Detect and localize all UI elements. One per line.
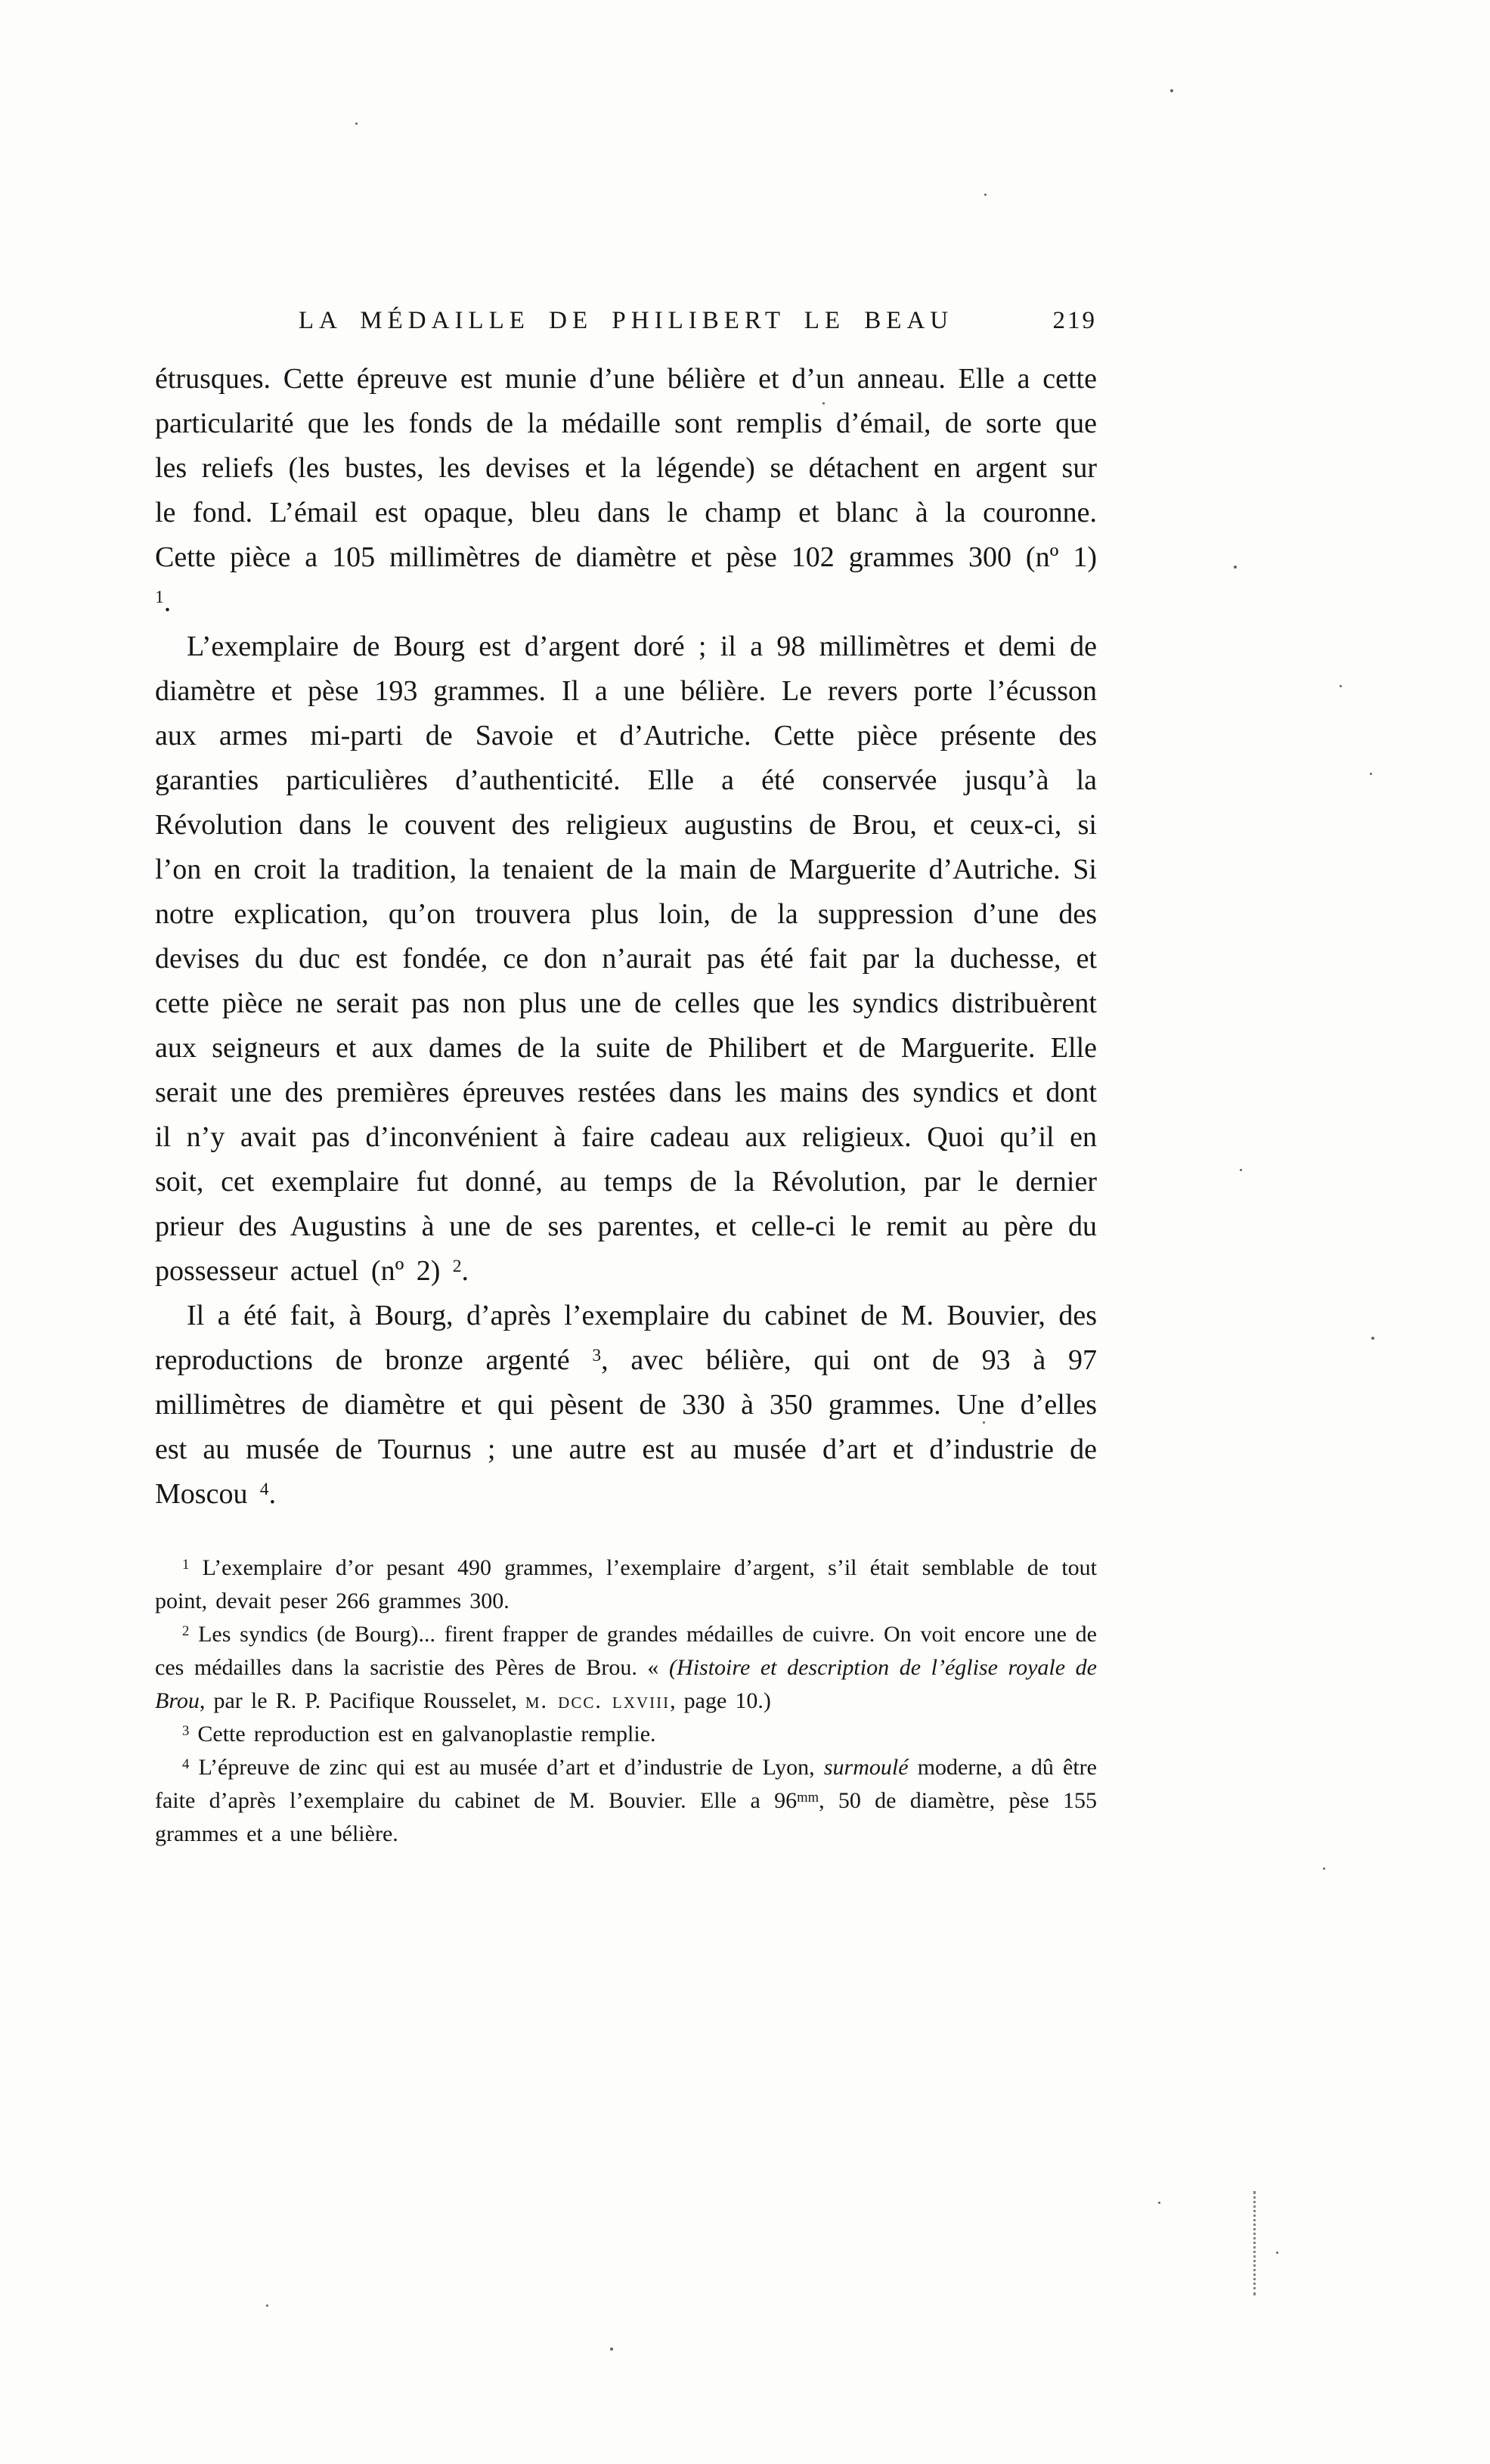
scan-speck (355, 122, 358, 125)
footnote: $^2$ Les syndics (de Bourg)... firent frapper de grandes médailles de cuivre. On voit encore une de ces médailles dans la sacristie des Pères de Brou. « (Histoire et description de l’église royale de Brou, par le R. P. Pacifique Rousselet, m. dcc. lxviii, page 10.) (155, 1622, 1097, 1713)
page-number: 219 (1052, 307, 1097, 334)
scan-speck (266, 2304, 268, 2307)
text-column (155, 304, 1097, 1851)
scan-speck (1323, 1867, 1325, 1870)
scan-speck (1240, 1169, 1242, 1171)
paragraph: étrusques. Cette épreuve est munie d’une bélière et d’un anneau. Elle a cette particularité que les fonds de la médaille sont remplis d’émail, de sorte que les reliefs (les bustes, les devises et la légende) se détachent en argent sur le fond. L’émail est opaque, bleu dans le champ et blanc à la couronne. Cette pièce a 105 millimètres de diamètre et pèse 102 grammes 300 (nº 1) $^1$. (155, 363, 1097, 618)
scan-speck (984, 194, 987, 196)
scan-artifact-dotted-line (1253, 2191, 1256, 2295)
footnote: $^4$ L’épreuve de zinc qui est au musée d’art et d’industrie de Lyon, surmoulé moderne, a dû être faite d’après l’exemplaire du cabinet de M. Bouvier. Elle a $96^{mm}$, 50 de diamètre, pèse 155 grammes et a une bélière. (155, 1755, 1098, 1846)
scan-speck (1340, 685, 1342, 687)
scan-speck (610, 2348, 613, 2351)
scan-speck (822, 402, 825, 404)
scan-speck (983, 1421, 985, 1424)
running-header (155, 304, 1097, 337)
paragraph: Il a été fait, à Bourg, d’après l’exemplaire du cabinet de M. Bouvier, des reproductions de bronze argenté $^3$, avec bélière, qui ont de 93 à 97 millimètres de diamètre et qui pèsent de 330 à 350 grammes. Une d’elles est au musée de Tournus ; une autre est au musée d’art et d’industrie de Moscou $^4$. (155, 1300, 1097, 1510)
scan-speck (1234, 566, 1237, 569)
scan-speck (1158, 2202, 1160, 2204)
scan-speck (1370, 773, 1372, 775)
paragraph: L’exemplaire de Bourg est d’argent doré ; il a 98 millimètres et demi de diamètre et pèse 193 grammes. Il a une bélière. Le revers porte l’écusson aux armes mi-parti de Savoie et d’Autriche. Cette pièce présente des garanties particulières d’authenticité. Elle a été conservée jusqu’à la Révolution dans le couvent des religieux augustins de Brou, et ceux-ci, si l’on en croit la tradition, la tenaient de la main de Marguerite d’Autriche. Si notre explication, qu’on trouvera plus loin, de la suppression d’une des devises du duc est fondée, ce don n’aurait pas été fait par la duchesse, et cette pièce ne serait pas non plus une de celles que les syndics distribuèrent aux seigneurs et aux dames de la suite de Philibert et de Marguerite. Elle serait une des premières épreuves restées dans les mains des syndics et dont il n’y avait pas d’inconvénient à faire cadeau aux religieux. Quoi qu’il en soit, cet exemplaire fut donné, au temps de la Révolution, par le dernier prieur des Augustins à une de ses parentes, et celle-ci le remit au père du possesseur actuel (nº 2) $^2$. (155, 631, 1097, 1287)
header-title: LA MÉDAILLE DE PHILIBERT LE BEAU (298, 307, 954, 334)
scan-speck (1276, 2252, 1278, 2254)
body-paragraphs (155, 357, 1097, 1517)
scan-speck (1371, 1337, 1374, 1340)
footnote: $^3$ Cette reproduction est en galvanoplastie remplie. (182, 1722, 656, 1746)
footnotes (155, 1551, 1097, 1851)
scan-speck (1170, 89, 1173, 92)
footnote: $^1$ L’exemplaire d’or pesant 490 grammes, l’exemplaire d’argent, s’il était semblable de tout point, devait peser 266 grammes 300. (155, 1555, 1097, 1613)
